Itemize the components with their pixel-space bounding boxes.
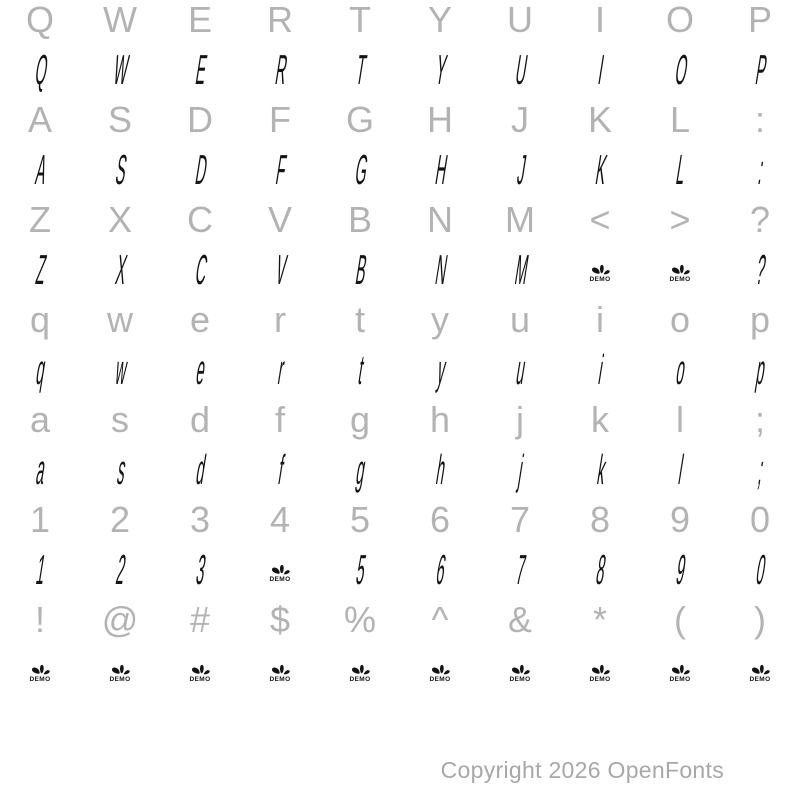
demo-glyph: N xyxy=(432,246,451,293)
demo-glyph-cell xyxy=(720,546,800,593)
demo-glyph: X xyxy=(112,246,130,293)
reference-glyph: q xyxy=(29,299,51,340)
demo-glyph-cell xyxy=(640,146,720,193)
demo-glyph: D xyxy=(192,146,211,193)
demo-glyph: o xyxy=(673,346,690,393)
demo-glyph: E xyxy=(192,46,210,93)
demo-glyph-cell xyxy=(80,46,160,93)
demo-glyph: h xyxy=(433,446,450,493)
demo-row-4 xyxy=(0,340,800,400)
reference-glyph: 5 xyxy=(349,499,371,540)
demo-flower-petals-icon xyxy=(429,661,452,676)
reference-glyph: y xyxy=(431,299,449,340)
demo-row-7 xyxy=(0,640,800,700)
reference-glyph: H xyxy=(427,99,453,140)
demo-row-3 xyxy=(0,240,800,300)
demo-flower-petals-icon xyxy=(269,561,292,576)
demo-glyph: K xyxy=(592,146,610,193)
demo-flower-petals-icon xyxy=(749,661,772,676)
demo-glyph-cell xyxy=(0,46,80,93)
demo-glyph-cell xyxy=(0,146,80,193)
demo-glyph-cell xyxy=(160,146,240,193)
reference-glyph: N xyxy=(427,199,453,240)
demo-placeholder-cell xyxy=(640,659,720,682)
demo-glyph: L xyxy=(673,146,690,193)
demo-glyph: w xyxy=(112,346,131,393)
demo-glyph: R xyxy=(272,46,291,93)
demo-glyph-cell xyxy=(560,346,640,393)
demo-mark-label: DEMO xyxy=(429,675,451,683)
demo-glyph-cell xyxy=(560,446,640,493)
reference-glyph: ; xyxy=(754,399,765,440)
demo-glyph-cell xyxy=(320,346,400,393)
reference-glyph: 9 xyxy=(669,499,691,540)
demo-placeholder xyxy=(429,661,452,684)
demo-glyph-cell xyxy=(320,546,400,593)
demo-glyph-cell xyxy=(240,146,320,193)
demo-placeholder-cell xyxy=(480,659,560,682)
demo-placeholder xyxy=(269,561,292,584)
demo-placeholder xyxy=(589,661,612,684)
reference-row-5 xyxy=(0,400,800,440)
demo-glyph-cell xyxy=(480,46,560,93)
demo-glyph: y xyxy=(434,346,449,393)
demo-glyph-cell xyxy=(720,146,800,193)
demo-row-6 xyxy=(0,540,800,600)
demo-glyph-cell xyxy=(400,46,480,93)
demo-glyph: a xyxy=(33,446,50,493)
demo-glyph: H xyxy=(432,146,451,193)
demo-glyph: M xyxy=(511,246,532,293)
demo-flower-petals-icon xyxy=(669,661,692,676)
demo-mark-label: DEMO xyxy=(669,675,691,683)
demo-placeholder-cell xyxy=(0,659,80,682)
reference-glyph: o xyxy=(669,299,691,340)
demo-placeholder-cell xyxy=(240,559,320,582)
reference-glyph: ) xyxy=(754,599,766,640)
demo-glyph-cell xyxy=(400,246,480,293)
demo-glyph-cell xyxy=(480,346,560,393)
reference-glyph: L xyxy=(669,99,691,140)
reference-glyph: h xyxy=(429,399,451,440)
reference-glyph: ( xyxy=(674,599,686,640)
demo-glyph-cell xyxy=(240,446,320,493)
demo-mark-label: DEMO xyxy=(189,675,211,683)
reference-glyph: R xyxy=(267,0,293,40)
demo-placeholder-cell xyxy=(320,659,400,682)
demo-placeholder xyxy=(669,661,692,684)
glyph-row-pair-5 xyxy=(0,400,800,500)
demo-glyph-cell xyxy=(240,46,320,93)
demo-glyph: 7 xyxy=(513,546,530,593)
demo-glyph: A xyxy=(32,146,50,193)
demo-glyph-cell xyxy=(480,146,560,193)
demo-flower-petals-icon xyxy=(509,661,532,676)
demo-placeholder-cell xyxy=(560,659,640,682)
demo-placeholder xyxy=(349,661,372,684)
demo-glyph-cell xyxy=(640,46,720,93)
demo-row-1 xyxy=(0,40,800,100)
demo-glyph-cell xyxy=(480,246,560,293)
reference-glyph: O xyxy=(665,0,694,40)
reference-glyph: i xyxy=(596,299,604,340)
demo-glyph-cell xyxy=(80,546,160,593)
demo-glyph-cell xyxy=(560,146,640,193)
demo-glyph-cell xyxy=(400,346,480,393)
demo-glyph: l xyxy=(676,446,687,493)
reference-glyph: F xyxy=(269,99,291,140)
reference-glyph: t xyxy=(354,299,365,340)
reference-glyph: g xyxy=(349,399,371,440)
reference-glyph: w xyxy=(107,299,133,340)
demo-placeholder xyxy=(749,661,772,684)
demo-glyph-cell xyxy=(80,146,160,193)
demo-mark-label: DEMO xyxy=(589,675,611,683)
demo-glyph-cell xyxy=(80,246,160,293)
demo-glyph-cell xyxy=(320,46,400,93)
demo-glyph: k xyxy=(594,446,609,493)
glyph-row-pair-4 xyxy=(0,300,800,400)
reference-glyph: K xyxy=(587,99,612,140)
demo-glyph-cell xyxy=(80,446,160,493)
reference-glyph: Q xyxy=(25,0,54,40)
demo-mark-label: DEMO xyxy=(509,675,531,683)
demo-placeholder-cell xyxy=(720,659,800,682)
demo-glyph: Z xyxy=(33,246,50,293)
reference-glyph: B xyxy=(347,199,372,240)
reference-glyph: a xyxy=(29,399,51,440)
demo-placeholder xyxy=(589,261,612,284)
reference-glyph: D xyxy=(187,99,213,140)
demo-glyph-cell xyxy=(160,546,240,593)
demo-row-2 xyxy=(0,140,800,200)
reference-glyph: : xyxy=(754,99,765,140)
reference-glyph: G xyxy=(345,99,374,140)
demo-glyph: ; xyxy=(755,446,768,493)
demo-glyph: j xyxy=(516,446,527,493)
demo-glyph: 5 xyxy=(353,546,370,593)
reference-glyph: X xyxy=(107,199,132,240)
demo-glyph: P xyxy=(752,46,770,93)
demo-placeholder xyxy=(109,661,132,684)
glyph-row-pair-1 xyxy=(0,0,800,100)
reference-glyph: 4 xyxy=(269,499,291,540)
reference-glyph: f xyxy=(274,399,285,440)
demo-glyph-cell xyxy=(0,346,80,393)
demo-glyph-cell xyxy=(240,346,320,393)
reference-glyph: M xyxy=(505,199,535,240)
demo-flower-petals-icon xyxy=(269,661,292,676)
demo-placeholder-cell xyxy=(240,659,320,682)
reference-row-2 xyxy=(0,100,800,140)
demo-glyph: q xyxy=(33,346,50,393)
demo-glyph-cell xyxy=(0,446,80,493)
reference-glyph: I xyxy=(594,0,605,40)
demo-mark-label: DEMO xyxy=(269,675,291,683)
demo-mark-label: DEMO xyxy=(349,675,371,683)
demo-flower-petals-icon xyxy=(109,661,132,676)
demo-glyph-cell xyxy=(160,446,240,493)
reference-glyph: d xyxy=(189,399,211,440)
reference-glyph: p xyxy=(749,299,771,340)
reference-glyph: T xyxy=(349,0,371,40)
demo-glyph-cell xyxy=(0,246,80,293)
reference-glyph: J xyxy=(511,99,529,140)
reference-glyph: 0 xyxy=(749,499,771,540)
demo-glyph-cell xyxy=(240,246,320,293)
demo-glyph: ? xyxy=(753,246,770,293)
demo-glyph: r xyxy=(275,346,288,393)
demo-glyph-cell xyxy=(560,546,640,593)
demo-glyph: B xyxy=(352,246,370,293)
demo-placeholder xyxy=(269,661,292,684)
reference-glyph: k xyxy=(591,399,609,440)
demo-glyph: s xyxy=(114,446,129,493)
reference-glyph: 8 xyxy=(589,499,611,540)
demo-mark-label: DEMO xyxy=(109,675,131,683)
demo-mark-label: DEMO xyxy=(589,275,611,283)
reference-glyph: 3 xyxy=(189,499,211,540)
demo-glyph: V xyxy=(272,246,290,293)
demo-glyph-cell xyxy=(640,546,720,593)
reference-glyph: s xyxy=(111,399,129,440)
demo-glyph-cell xyxy=(400,546,480,593)
reference-row-4 xyxy=(0,300,800,340)
demo-glyph: T xyxy=(353,46,370,93)
demo-placeholder-cell xyxy=(560,259,640,282)
demo-placeholder-cell xyxy=(400,659,480,682)
demo-glyph: u xyxy=(513,346,530,393)
demo-glyph: I xyxy=(595,46,608,93)
reference-row-7 xyxy=(0,600,800,640)
demo-glyph-cell xyxy=(160,346,240,393)
demo-flower-petals-icon xyxy=(29,661,52,676)
demo-glyph: : xyxy=(755,146,768,193)
demo-glyph: t xyxy=(355,346,368,393)
demo-glyph: 8 xyxy=(593,546,610,593)
reference-glyph: $ xyxy=(269,599,291,640)
glyph-row-pair-7 xyxy=(0,600,800,700)
demo-flower-petals-icon xyxy=(349,661,372,676)
demo-glyph: Q xyxy=(32,46,51,93)
demo-glyph: 9 xyxy=(673,546,690,593)
demo-mark-label: DEMO xyxy=(669,275,691,283)
reference-glyph: Y xyxy=(427,0,452,40)
demo-glyph: J xyxy=(514,146,529,193)
reference-glyph: P xyxy=(747,0,772,40)
demo-glyph-cell xyxy=(720,46,800,93)
demo-flower-petals-icon xyxy=(189,661,212,676)
demo-glyph-cell xyxy=(640,346,720,393)
demo-glyph: 6 xyxy=(433,546,450,593)
demo-glyph: G xyxy=(352,146,371,193)
demo-glyph: d xyxy=(193,446,210,493)
demo-placeholder xyxy=(669,261,692,284)
reference-glyph: V xyxy=(267,199,292,240)
glyph-row-pair-2 xyxy=(0,100,800,200)
reference-glyph: 6 xyxy=(429,499,451,540)
demo-glyph: S xyxy=(112,146,130,193)
demo-flower-petals-icon xyxy=(589,261,612,276)
reference-glyph: j xyxy=(516,399,524,440)
glyph-row-pair-6 xyxy=(0,500,800,600)
reference-row-3 xyxy=(0,200,800,240)
demo-glyph: 3 xyxy=(193,546,210,593)
demo-mark-label: DEMO xyxy=(29,675,51,683)
demo-glyph-cell xyxy=(720,346,800,393)
demo-glyph: C xyxy=(192,246,211,293)
demo-flower-petals-icon xyxy=(589,661,612,676)
demo-glyph: O xyxy=(672,46,691,93)
demo-glyph-cell xyxy=(480,446,560,493)
glyph-row-pair-3 xyxy=(0,200,800,300)
demo-glyph: W xyxy=(110,46,132,93)
demo-glyph: p xyxy=(753,346,770,393)
demo-glyph-cell xyxy=(320,246,400,293)
demo-glyph: 1 xyxy=(33,546,50,593)
demo-glyph-cell xyxy=(640,446,720,493)
demo-glyph: F xyxy=(273,146,290,193)
demo-glyph-cell xyxy=(160,246,240,293)
reference-glyph: % xyxy=(343,599,376,640)
demo-glyph-cell xyxy=(480,546,560,593)
reference-glyph: S xyxy=(107,99,132,140)
reference-glyph: & xyxy=(507,599,532,640)
demo-glyph-cell xyxy=(320,146,400,193)
demo-placeholder-cell xyxy=(160,659,240,682)
demo-glyph-cell xyxy=(80,346,160,393)
demo-placeholder-cell xyxy=(80,659,160,682)
demo-glyph: f xyxy=(275,446,288,493)
demo-flower-petals-icon xyxy=(669,261,692,276)
reference-glyph: ? xyxy=(749,199,771,240)
demo-glyph-cell xyxy=(720,246,800,293)
copyright-text: Copyright 2026 OpenFonts xyxy=(440,757,724,783)
reference-glyph: C xyxy=(187,199,213,240)
demo-glyph: e xyxy=(193,346,210,393)
demo-placeholder-cell xyxy=(640,259,720,282)
reference-glyph: u xyxy=(509,299,531,340)
demo-glyph-cell xyxy=(560,46,640,93)
demo-glyph-cell xyxy=(400,446,480,493)
reference-glyph: ! xyxy=(34,599,45,640)
reference-glyph: 7 xyxy=(509,499,531,540)
reference-glyph: U xyxy=(507,0,533,40)
demo-glyph: 0 xyxy=(753,546,770,593)
demo-glyph: 2 xyxy=(113,546,130,593)
reference-glyph: > xyxy=(669,199,691,240)
reference-glyph: < xyxy=(589,199,611,240)
demo-placeholder xyxy=(29,661,52,684)
demo-glyph-cell xyxy=(320,446,400,493)
demo-glyph-cell xyxy=(720,446,800,493)
reference-glyph: 2 xyxy=(109,499,131,540)
reference-glyph: r xyxy=(274,299,286,340)
reference-glyph: * xyxy=(592,599,607,640)
demo-row-5 xyxy=(0,440,800,500)
reference-glyph: E xyxy=(187,0,212,40)
reference-row-6 xyxy=(0,500,800,540)
reference-glyph: Z xyxy=(29,199,51,240)
reference-glyph: 1 xyxy=(29,499,51,540)
demo-mark-label: DEMO xyxy=(749,675,771,683)
demo-glyph: i xyxy=(596,346,607,393)
demo-mark-label: DEMO xyxy=(269,575,291,583)
demo-glyph: U xyxy=(512,46,531,93)
reference-glyph: @ xyxy=(101,599,139,640)
reference-glyph: l xyxy=(676,399,684,440)
demo-placeholder xyxy=(189,661,212,684)
reference-glyph: A xyxy=(27,99,52,140)
demo-placeholder xyxy=(509,661,532,684)
reference-glyph: ^ xyxy=(431,599,449,640)
reference-glyph: # xyxy=(189,599,211,640)
reference-row-1 xyxy=(0,0,800,40)
demo-glyph: Y xyxy=(432,46,450,93)
demo-glyph-cell xyxy=(400,146,480,193)
reference-glyph: e xyxy=(189,299,211,340)
reference-glyph: W xyxy=(103,0,137,40)
demo-glyph-cell xyxy=(160,46,240,93)
demo-glyph: g xyxy=(353,446,370,493)
demo-glyph-cell xyxy=(0,546,80,593)
